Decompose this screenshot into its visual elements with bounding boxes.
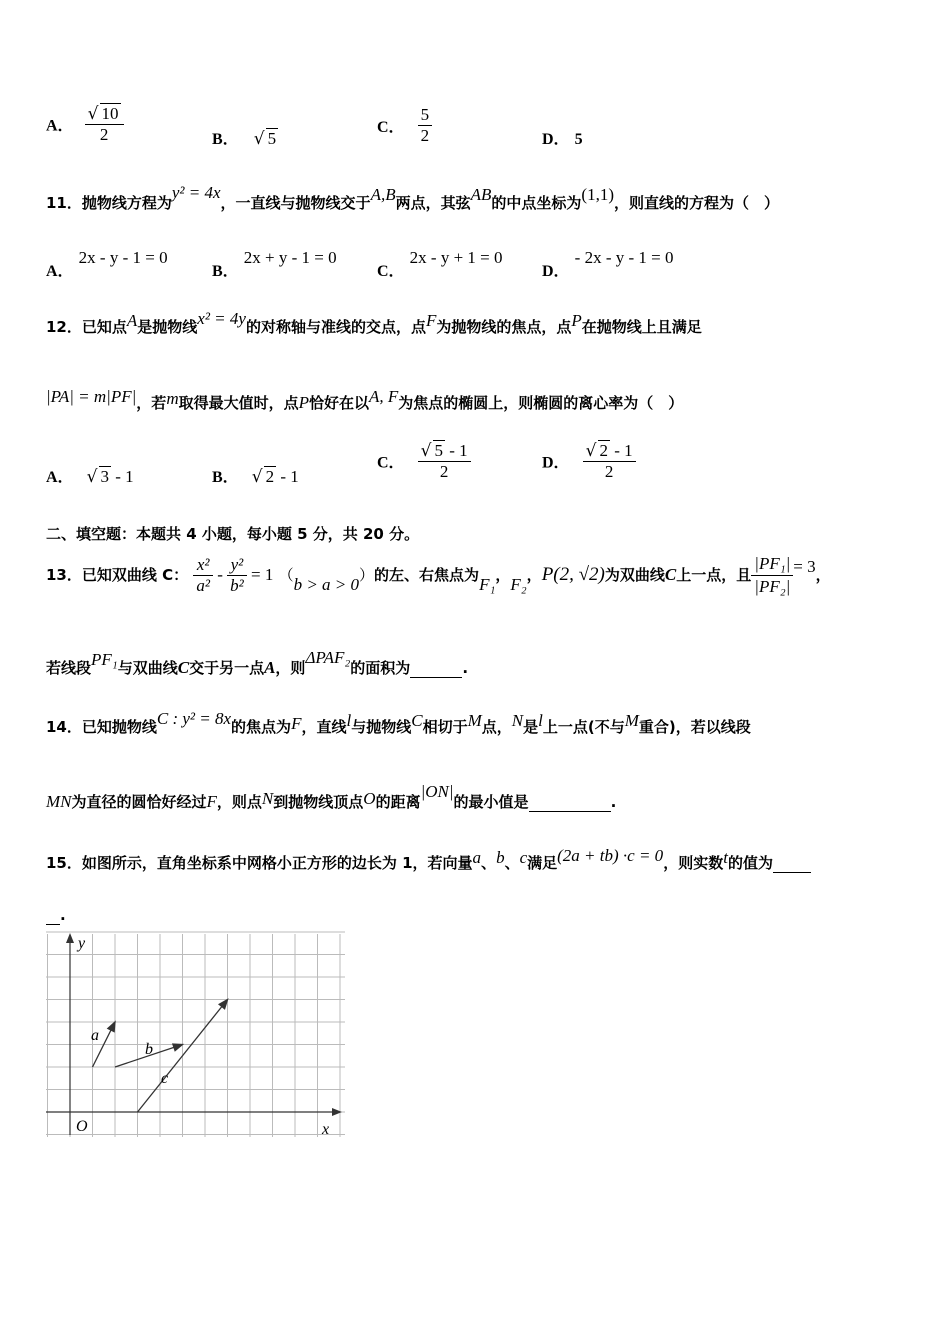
option-label: C． xyxy=(377,119,405,136)
q13-f1: F₁ xyxy=(479,575,496,594)
q13-point-p: P(2, √2) xyxy=(541,564,605,585)
option-label: B． xyxy=(212,469,239,486)
q15-text: 15．如图所示，直角坐标系中网格小正方形的边长为 1，若向量 xyxy=(46,854,473,872)
q10-option-c xyxy=(377,105,432,146)
q14-on: |ON| xyxy=(420,782,454,801)
q12-condition: |PA| = m|PF| xyxy=(46,387,137,406)
origin-label: O xyxy=(76,1118,88,1135)
q13-text: 的面积为 xyxy=(350,659,411,677)
q11-text: 的中点坐标为 xyxy=(491,194,582,212)
radicand: 10 xyxy=(101,104,119,123)
q14-text: 的距离 xyxy=(375,793,421,811)
q12-option-d: D． $\frac{√ 2 - 1}{2}$ xyxy=(542,440,636,482)
q14-f: F xyxy=(291,714,302,733)
q12-option-a: A． √ 3 - 1 xyxy=(46,467,134,487)
q14-stem-line2 xyxy=(46,782,617,812)
q11-text: 两点，其弦 xyxy=(395,194,471,212)
q13-text: 若线段 xyxy=(46,659,92,677)
option-tail: - 1 xyxy=(111,467,134,486)
q11-parabola-eq: y² = 4x xyxy=(171,183,221,202)
denominator: 2 xyxy=(418,125,433,146)
radicand: 2 xyxy=(265,467,275,486)
numerator: 5 xyxy=(420,105,430,124)
q12-text: 的对称轴与准线的交点，点 xyxy=(245,318,426,336)
q14-text: 上一点(不与 xyxy=(542,718,625,736)
q12-text: 是抛物线 xyxy=(137,318,198,336)
q12-point-p: P xyxy=(571,311,582,330)
denominator: 2 xyxy=(418,461,471,482)
q14-mn: MN xyxy=(46,792,72,811)
q11-option-c xyxy=(377,245,503,280)
q10-option-d xyxy=(542,126,583,149)
option-equation: 2x - y - 1 = 0 xyxy=(78,248,168,267)
q15-stem-line2 xyxy=(46,906,66,925)
q14-o: O xyxy=(363,789,376,808)
vector-b-arrowhead-icon xyxy=(173,1044,183,1051)
q15-text: . xyxy=(60,906,66,924)
q12-text: ，若 xyxy=(136,394,167,412)
option-label: D． xyxy=(542,263,570,280)
q14-text: 是 xyxy=(523,718,539,736)
q15-text: 、 xyxy=(504,854,520,872)
q14-text: 点， xyxy=(481,718,512,736)
q14-parabola-eq: C : y² = 8x xyxy=(156,709,232,728)
q11-option-d xyxy=(542,245,674,280)
q14-l: l xyxy=(346,711,352,730)
q12-text: 为焦点的椭圆上，则椭圆的离心率为（ ） xyxy=(398,394,684,412)
q15-t: t xyxy=(723,848,728,867)
q13-segment: PF₁ xyxy=(91,650,118,669)
q12-stem-line2 xyxy=(46,387,684,413)
q14-text: 重合)，若以线段 xyxy=(638,718,751,736)
q15-vec-a: a xyxy=(472,848,482,867)
q14-l: l xyxy=(538,711,543,730)
q14-text: 的最小值是 xyxy=(453,793,529,811)
radicand: 2 xyxy=(599,441,608,460)
q15-text: 的值为 xyxy=(727,854,773,872)
radicand: 3 xyxy=(100,467,109,486)
q14-m: M xyxy=(624,711,639,730)
vector-c-label: c xyxy=(161,1070,169,1087)
q12-foci: A, F xyxy=(369,387,399,406)
q15-stem-line1 xyxy=(46,846,811,873)
q12-point-p: P xyxy=(298,393,309,412)
q14-m: M xyxy=(467,711,482,730)
q14-answer-blank[interactable] xyxy=(529,793,611,812)
q13-text: 与双曲线 xyxy=(117,659,178,677)
q14-n: N xyxy=(511,711,524,730)
q11-text: 11．抛物线方程为 xyxy=(46,194,172,212)
q15-text: ，则实数 xyxy=(663,854,724,872)
q12-text: 取得最大值时，点 xyxy=(178,394,299,412)
radicand: 5 xyxy=(267,129,277,148)
q12-point-a: A xyxy=(126,311,138,330)
q13-text: 13．已知双曲线 C： xyxy=(46,566,189,584)
q11-text: ，一直线与抛物线交于 xyxy=(220,194,371,212)
q12-text: 在抛物线上且满足 xyxy=(581,318,702,336)
denominator: 2 xyxy=(583,461,636,482)
q11-stem xyxy=(46,183,779,213)
q13-f2: F₂ xyxy=(510,575,527,594)
q15-answer-blank-1[interactable] xyxy=(773,854,811,873)
q12-stem-line1 xyxy=(46,309,702,337)
vector-b-label: b xyxy=(145,1041,153,1058)
q11-midpoint: (1,1) xyxy=(581,185,614,204)
q15-vec-c: c xyxy=(519,848,528,867)
vector-c-arrowhead-icon xyxy=(219,1000,227,1009)
q14-text: ，则点 xyxy=(216,793,262,811)
y-axis-arrow-icon xyxy=(66,933,74,943)
q12-option-c: C． $\frac{√ 5 - 1}{2}$ xyxy=(377,440,471,482)
option-label: B． xyxy=(212,131,239,148)
q13-answer-blank[interactable] xyxy=(410,659,462,678)
q13-text: ，则 xyxy=(275,659,306,677)
option-equation: 2x + y - 1 = 0 xyxy=(243,248,337,267)
option-label: C． xyxy=(377,263,405,280)
y-axis-label: y xyxy=(78,935,86,952)
q15-vec-b: b xyxy=(496,848,505,867)
radicand: 5 xyxy=(434,441,443,460)
q11-points: A,B xyxy=(370,185,396,204)
q12-parabola-eq: x² = 4y xyxy=(197,309,246,328)
q14-text: ，直线 xyxy=(301,718,347,736)
q13-c: C xyxy=(664,565,677,584)
q14-text: 相切于 xyxy=(422,718,468,736)
q14-text: . xyxy=(610,793,617,811)
numerator-tail: - 1 xyxy=(610,441,633,460)
q14-stem-line1 xyxy=(46,709,751,737)
q12-option-b: B． √ 2 - 1 xyxy=(212,467,299,487)
q10-option-a: A． $\frac{√ 10}{2}$ xyxy=(46,103,124,145)
option-label: A． xyxy=(46,469,74,486)
q11-option-a xyxy=(46,245,168,280)
q14-text: 到抛物线顶点 xyxy=(273,793,364,811)
option-label: A． xyxy=(46,263,74,280)
q12-m: m xyxy=(166,389,179,408)
q14-text: 与抛物线 xyxy=(351,718,412,736)
q15-text: 满足 xyxy=(527,854,558,872)
q13-ratio-value: = 3 xyxy=(793,557,816,576)
option-equation: 2x - y + 1 = 0 xyxy=(409,248,503,267)
q13-hyperbola-eq: $\frac{\text{x²}}{\text{a²}}$ xyxy=(193,555,213,596)
q13-triangle: ΔPAF₂ xyxy=(305,648,351,667)
q12-text: 恰好在以 xyxy=(309,394,370,412)
q12-text: 12．已知点 xyxy=(46,318,127,336)
option-label: D． xyxy=(542,454,570,472)
q14-text: 的焦点为 xyxy=(231,718,292,736)
option-label: B． xyxy=(212,263,239,280)
q11-chord: AB xyxy=(470,185,492,204)
q11-option-b xyxy=(212,245,337,280)
option-equation: - 2x - y - 1 = 0 xyxy=(574,248,674,267)
q10-option-b: B． √ 5 xyxy=(212,129,277,149)
q13-stem-line2 xyxy=(46,648,469,678)
numerator-tail: - 1 xyxy=(445,441,468,460)
q15-answer-blank-2[interactable] xyxy=(46,906,60,925)
q13-text: 的左、右焦点为 xyxy=(374,566,480,584)
q13-c: C xyxy=(177,658,190,677)
q13-point-a: A xyxy=(264,658,276,677)
q12-point-f: F xyxy=(425,311,437,330)
option-text: 5 xyxy=(574,131,583,148)
denominator: 2 xyxy=(85,124,124,145)
q11-text: ，则直线的方程为（ ） xyxy=(613,194,779,212)
section-heading: 二、填空题：本题共 4 小题，每小题 5 分，共 20 分。 xyxy=(46,525,420,543)
q13-ratio: $\frac{\text{|PF₁|}}{\text{|PF₂|}}$ xyxy=(751,553,793,598)
vector-a-arrowhead-icon xyxy=(108,1022,115,1032)
q13-condition: b > a > 0 xyxy=(293,575,360,594)
q15-text: 、 xyxy=(481,854,497,872)
q14-n: N xyxy=(261,789,274,808)
q13-hyperbola-eq-2: $\frac{\text{y²}}{\text{b²}}$ xyxy=(227,555,247,596)
q13-text: . xyxy=(462,659,469,677)
q12-text: 为抛物线的焦点，点 xyxy=(436,318,572,336)
option-tail: - 1 xyxy=(276,467,299,486)
option-label: C． xyxy=(377,454,405,472)
option-label: A． xyxy=(46,117,74,135)
q13-text: 上一点，且 xyxy=(676,566,752,584)
x-axis-label: x xyxy=(322,1121,330,1138)
q13-stem-line1: 13．已知双曲线 C： $\frac{\text{x²}}{\text{a²}}$ - $\frac{\text{y²}}{\text{b²}}$ = 1 （b > a > 0）的左、右焦点为F₁，F₂，P(2, √2)为双曲线C上一点，且 $\frac{\text{|PF₁|}}{\text{|PF₂|}}$ = 3， xyxy=(46,554,831,596)
option-label: D． xyxy=(542,131,570,148)
vector-a-label: a xyxy=(91,1027,99,1044)
q14-text: 14．已知抛物线 xyxy=(46,718,157,736)
q14-text: 为直径的圆恰好经过 xyxy=(71,793,207,811)
q15-grid-figure xyxy=(40,930,350,1142)
q13-text: 为双曲线 xyxy=(604,566,665,584)
q14-c: C xyxy=(411,711,423,730)
q13-text: 交于另一点 xyxy=(189,659,265,677)
q15-equation: (2a + tb) ·c = 0 xyxy=(557,846,664,865)
q14-f: F xyxy=(206,792,217,811)
